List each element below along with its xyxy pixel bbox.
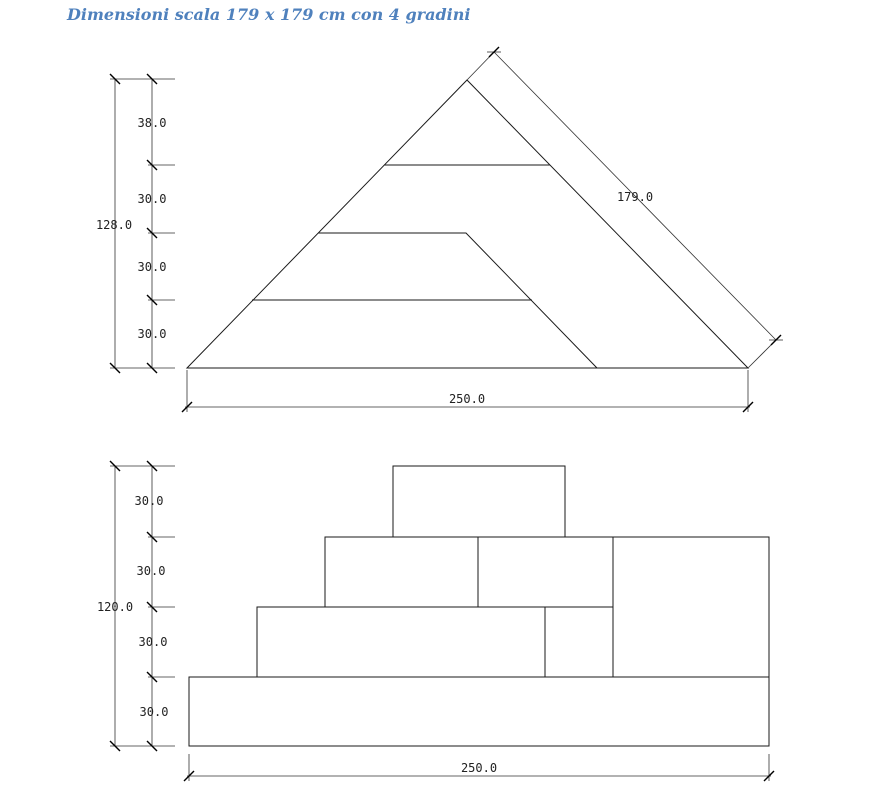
step-block-1 xyxy=(189,677,769,746)
front-step-label-3: 30.0 xyxy=(138,635,168,649)
drawing-title: Dimensioni scala 179 x 179 cm con 4 gradini xyxy=(67,5,471,24)
step-block-3a xyxy=(325,537,478,607)
front-step-label-2: 30.0 xyxy=(136,564,166,578)
width-label: 250.0 xyxy=(448,392,486,406)
front-width-label: 250.0 xyxy=(460,761,498,775)
total-height-label: 128.0 xyxy=(95,218,133,232)
step-block-4 xyxy=(393,466,565,537)
diagonal-label: 179.0 xyxy=(616,190,654,204)
top-view xyxy=(96,47,783,412)
step-label-3: 30.0 xyxy=(137,260,167,274)
step-block-right xyxy=(613,537,769,677)
front-step-label-1: 30.0 xyxy=(134,494,164,508)
front-total-height-label: 120.0 xyxy=(96,600,134,614)
step-label-2: 30.0 xyxy=(137,192,167,206)
front-view xyxy=(97,461,774,781)
front-step-label-4: 30.0 xyxy=(139,705,169,719)
step-block-3b xyxy=(478,537,613,607)
step-label-1: 38.0 xyxy=(137,116,167,130)
step-block-2 xyxy=(257,607,545,677)
triangle-outline xyxy=(187,80,748,368)
step-label-4: 30.0 xyxy=(137,327,167,341)
